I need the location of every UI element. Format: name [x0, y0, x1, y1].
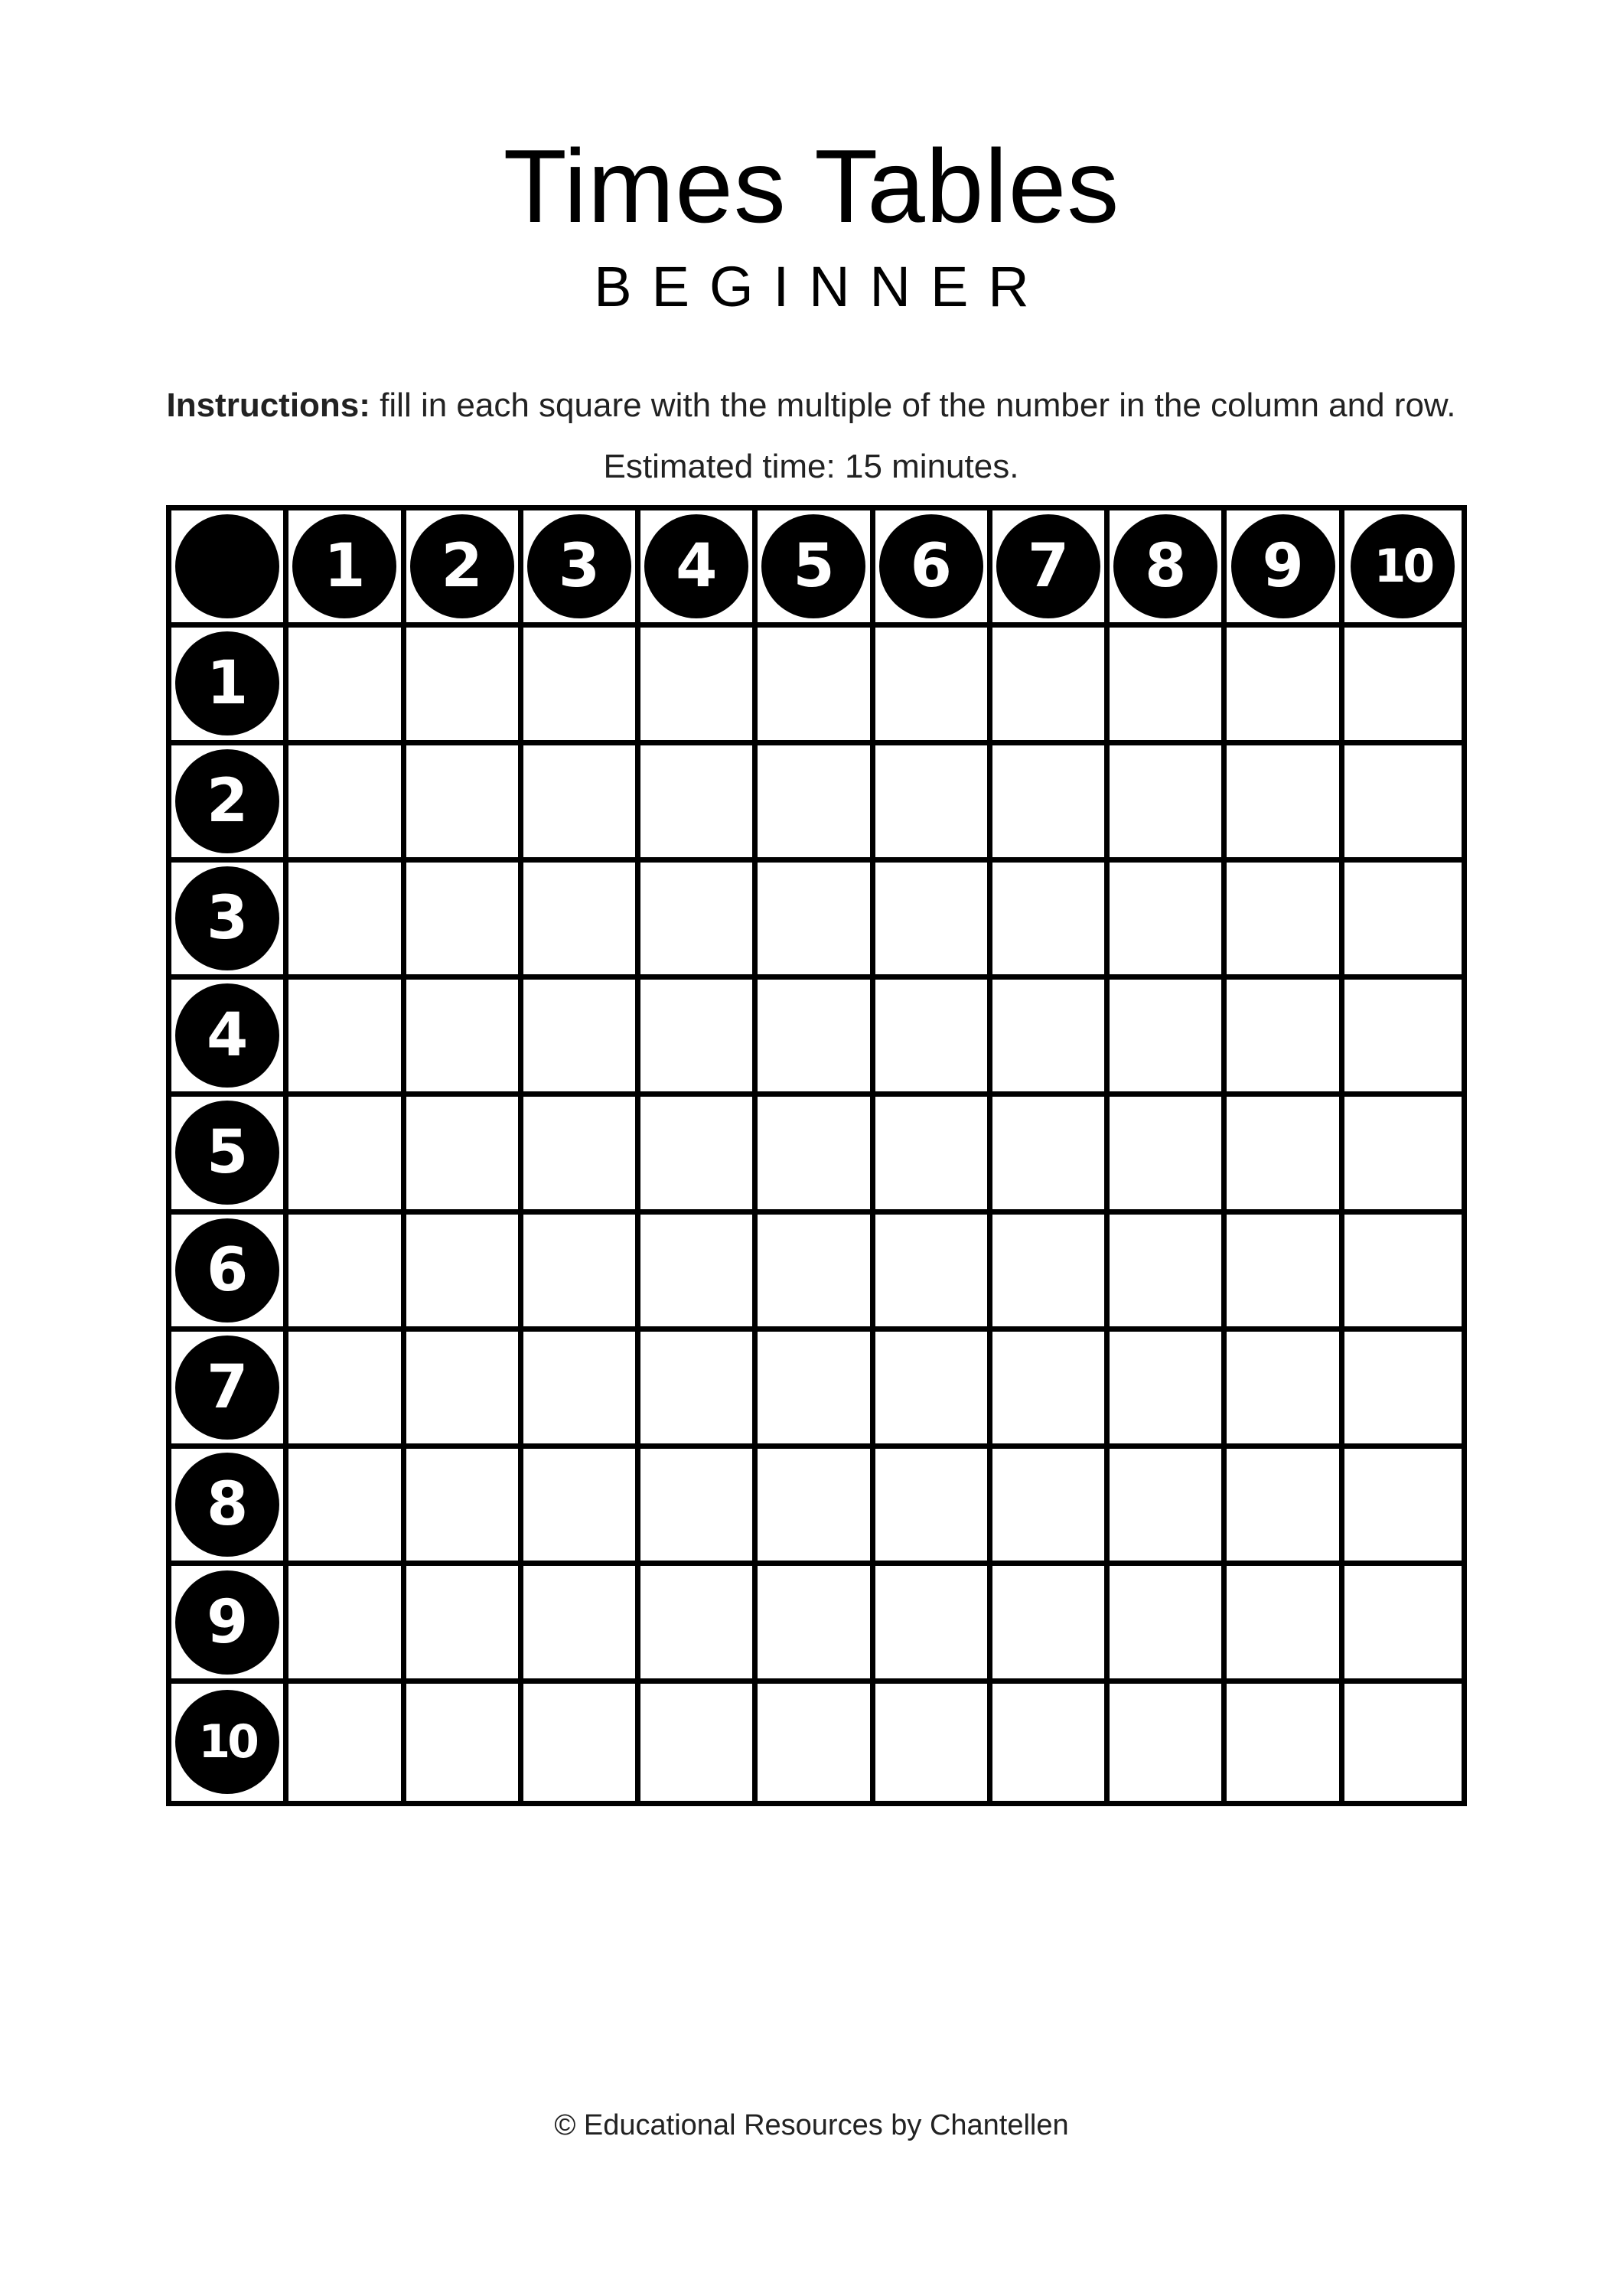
answer-cell[interactable] — [992, 1332, 1110, 1449]
column-header-number: 4 — [644, 514, 748, 618]
page-title: Times Tables — [503, 128, 1120, 244]
column-header-cell — [992, 510, 1110, 628]
row-header-cell — [171, 1566, 288, 1683]
answer-cell[interactable] — [288, 1097, 406, 1214]
answer-cell[interactable] — [640, 1566, 758, 1683]
answer-cell[interactable] — [992, 1684, 1110, 1801]
row-header-cell — [171, 863, 288, 980]
answer-cell[interactable] — [758, 1332, 875, 1449]
answer-cell[interactable] — [1227, 1566, 1344, 1683]
answer-cell[interactable] — [523, 1449, 640, 1566]
answer-cell[interactable] — [406, 863, 523, 980]
answer-cell[interactable] — [523, 863, 640, 980]
answer-cell[interactable] — [875, 980, 992, 1097]
answer-cell[interactable] — [406, 1332, 523, 1449]
column-header-cell — [758, 510, 875, 628]
column-header-cell — [875, 510, 992, 628]
answer-cell[interactable] — [1344, 745, 1462, 863]
answer-cell[interactable] — [758, 1097, 875, 1214]
answer-cell[interactable] — [640, 1449, 758, 1566]
row-header-number: 7 — [175, 1336, 279, 1440]
answer-cell[interactable] — [1227, 1449, 1344, 1566]
answer-cell[interactable] — [406, 628, 523, 745]
answer-cell[interactable] — [288, 1449, 406, 1566]
column-header-cell — [523, 510, 640, 628]
answer-cell[interactable] — [992, 863, 1110, 980]
answer-cell[interactable] — [875, 745, 992, 863]
column-header-number: 7 — [996, 514, 1100, 618]
corner-circle — [175, 514, 279, 618]
answer-cell[interactable] — [1227, 1332, 1344, 1449]
row-header-cell — [171, 745, 288, 863]
answer-cell[interactable] — [1227, 1684, 1344, 1801]
answer-cell[interactable] — [288, 980, 406, 1097]
row-header-number: 9 — [175, 1570, 279, 1675]
answer-cell[interactable] — [875, 863, 992, 980]
answer-cell[interactable] — [875, 1449, 992, 1566]
answer-cell[interactable] — [1110, 1684, 1227, 1801]
row-header-cell — [171, 628, 288, 745]
column-header-cell — [406, 510, 523, 628]
column-header-number: 8 — [1113, 514, 1217, 618]
answer-cell[interactable] — [523, 1684, 640, 1801]
answer-cell[interactable] — [875, 1215, 992, 1332]
row-header-number: 10 — [175, 1690, 279, 1794]
answer-cell[interactable] — [992, 1449, 1110, 1566]
answer-cell[interactable] — [992, 745, 1110, 863]
answer-cell[interactable] — [758, 628, 875, 745]
answer-cell[interactable] — [1344, 980, 1462, 1097]
answer-cell[interactable] — [758, 1449, 875, 1566]
row-header-number: 1 — [175, 631, 279, 735]
answer-cell[interactable] — [288, 628, 406, 745]
column-header-cell — [1227, 510, 1344, 628]
answer-cell[interactable] — [1344, 863, 1462, 980]
answer-cell[interactable] — [1227, 1215, 1344, 1332]
answer-cell[interactable] — [523, 1215, 640, 1332]
answer-cell[interactable] — [758, 1215, 875, 1332]
answer-cell[interactable] — [406, 1684, 523, 1801]
column-header-number: 9 — [1231, 514, 1335, 618]
answer-cell[interactable] — [1110, 863, 1227, 980]
answer-cell[interactable] — [1110, 1566, 1227, 1683]
answer-cell[interactable] — [406, 1449, 523, 1566]
answer-cell[interactable] — [1227, 1097, 1344, 1214]
answer-cell[interactable] — [640, 1684, 758, 1801]
row-header-cell — [171, 1684, 288, 1801]
row-header-cell — [171, 1332, 288, 1449]
instructions-text: fill in each square with the multiple of the number in the column and row. Estimated time: 15 minutes. — [370, 386, 1456, 485]
column-header-number: 5 — [761, 514, 865, 618]
answer-cell[interactable] — [758, 863, 875, 980]
answer-cell[interactable] — [992, 1097, 1110, 1214]
answer-cell[interactable] — [640, 863, 758, 980]
times-table-grid — [166, 505, 1467, 1806]
answer-cell[interactable] — [640, 628, 758, 745]
answer-cell[interactable] — [875, 1097, 992, 1214]
instructions — [138, 375, 1484, 497]
row-header-cell — [171, 1215, 288, 1332]
answer-cell[interactable] — [875, 1332, 992, 1449]
answer-cell[interactable] — [875, 1566, 992, 1683]
answer-cell[interactable] — [1227, 863, 1344, 980]
answer-cell[interactable] — [406, 1097, 523, 1214]
column-header-number: 1 — [292, 514, 396, 618]
answer-cell[interactable] — [992, 628, 1110, 745]
answer-cell[interactable] — [1227, 745, 1344, 863]
answer-cell[interactable] — [1110, 1097, 1227, 1214]
answer-cell[interactable] — [1344, 1215, 1462, 1332]
answer-cell[interactable] — [992, 1215, 1110, 1332]
answer-cell[interactable] — [1344, 1097, 1462, 1214]
answer-cell[interactable] — [1344, 1684, 1462, 1801]
column-header-number: 10 — [1351, 514, 1455, 618]
column-header-number: 2 — [410, 514, 514, 618]
answer-cell[interactable] — [1227, 628, 1344, 745]
answer-cell[interactable] — [1344, 628, 1462, 745]
answer-cell[interactable] — [288, 745, 406, 863]
answer-cell[interactable] — [288, 1684, 406, 1801]
answer-cell[interactable] — [640, 1332, 758, 1449]
row-header-number: 4 — [175, 983, 279, 1088]
answer-cell[interactable] — [992, 1566, 1110, 1683]
row-header-number: 3 — [175, 866, 279, 970]
answer-cell[interactable] — [640, 980, 758, 1097]
row-header-number: 5 — [175, 1101, 279, 1205]
answer-cell[interactable] — [758, 1684, 875, 1801]
answer-cell[interactable] — [1227, 980, 1344, 1097]
answer-cell[interactable] — [1110, 1332, 1227, 1449]
answer-cell[interactable] — [406, 980, 523, 1097]
answer-cell[interactable] — [758, 980, 875, 1097]
answer-cell[interactable] — [1344, 1449, 1462, 1566]
row-header-cell — [171, 1449, 288, 1566]
column-header-cell — [1110, 510, 1227, 628]
answer-cell[interactable] — [640, 1097, 758, 1214]
answer-cell[interactable] — [640, 1215, 758, 1332]
row-header-number: 2 — [175, 749, 279, 853]
answer-cell[interactable] — [1110, 980, 1227, 1097]
answer-cell[interactable] — [406, 745, 523, 863]
row-header-cell — [171, 1097, 288, 1214]
answer-cell[interactable] — [523, 1332, 640, 1449]
answer-cell[interactable] — [640, 745, 758, 863]
answer-cell[interactable] — [1110, 1449, 1227, 1566]
answer-cell[interactable] — [992, 980, 1110, 1097]
answer-cell[interactable] — [1110, 1215, 1227, 1332]
answer-cell[interactable] — [406, 1215, 523, 1332]
answer-cell[interactable] — [1110, 745, 1227, 863]
row-header-number: 6 — [175, 1218, 279, 1322]
column-header-number: 6 — [879, 514, 983, 618]
answer-cell[interactable] — [288, 1566, 406, 1683]
column-header-cell — [1344, 510, 1462, 628]
answer-cell[interactable] — [288, 1215, 406, 1332]
column-header-cell — [640, 510, 758, 628]
column-header-cell — [288, 510, 406, 628]
answer-cell[interactable] — [288, 1332, 406, 1449]
answer-cell[interactable] — [758, 745, 875, 863]
answer-cell[interactable] — [1344, 1332, 1462, 1449]
row-header-cell — [171, 980, 288, 1097]
page-subtitle: BEGINNER — [594, 255, 1049, 318]
answer-cell[interactable] — [758, 1566, 875, 1683]
answer-cell[interactable] — [523, 1097, 640, 1214]
column-header-number: 3 — [527, 514, 631, 618]
answer-cell[interactable] — [1344, 1566, 1462, 1683]
answer-cell[interactable] — [523, 628, 640, 745]
answer-cell[interactable] — [406, 1566, 523, 1683]
row-header-number: 8 — [175, 1453, 279, 1557]
answer-cell[interactable] — [1110, 628, 1227, 745]
answer-cell[interactable] — [288, 863, 406, 980]
copyright-footer: © Educational Resources by Chantellen — [554, 2109, 1069, 2141]
answer-cell[interactable] — [875, 628, 992, 745]
instructions-lead: Instructions: — [166, 386, 370, 424]
corner-cell — [171, 510, 288, 628]
answer-cell[interactable] — [875, 1684, 992, 1801]
answer-cell[interactable] — [523, 1566, 640, 1683]
answer-cell[interactable] — [523, 980, 640, 1097]
answer-cell[interactable] — [523, 745, 640, 863]
